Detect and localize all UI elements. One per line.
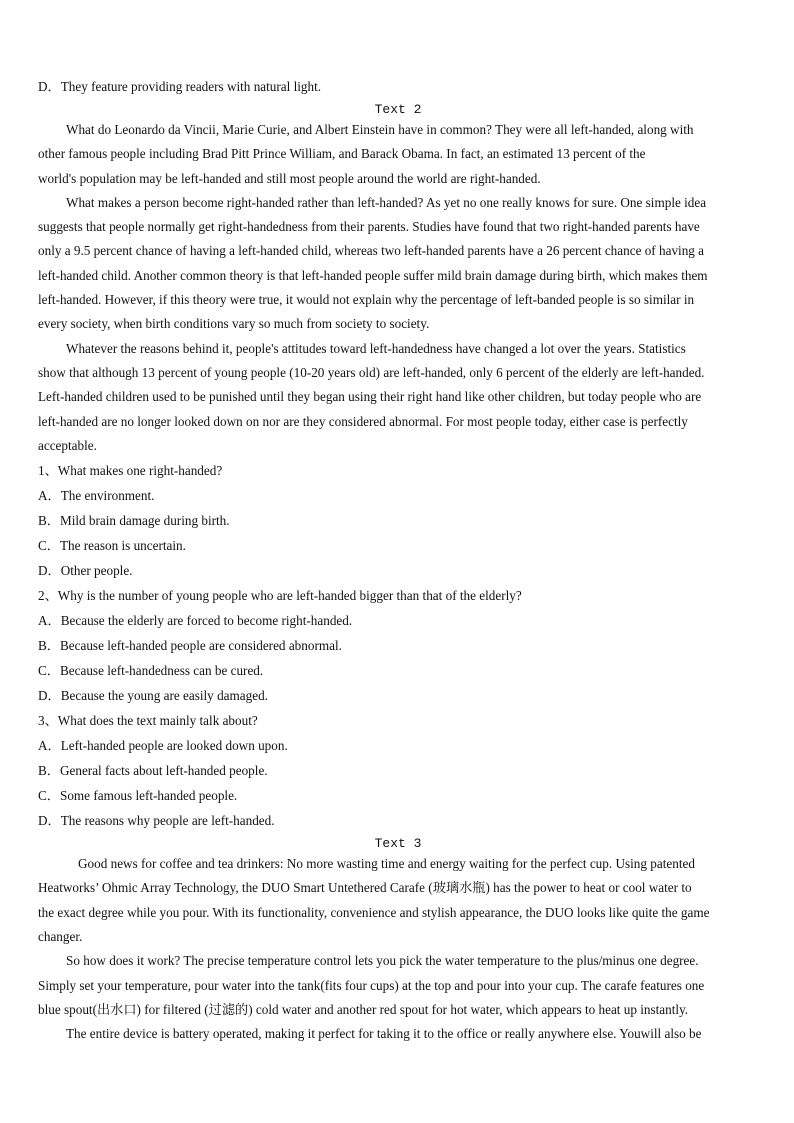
text-line: changer. — [38, 929, 83, 945]
text-line: Simply set your temperature, pour water into the tank(fits four cups) at the top and pour into your cup. The carafe features one — [38, 977, 705, 993]
text-line: left-handed are no longer looked down on nor are they considered abnormal. For most people today, either case is perfectly — [38, 413, 688, 429]
text-line: Heatworks’ Ohmic Array Technology, the DUO Smart Untethered Carafe (玻璃水瓶) has the power to heat or cool water to — [38, 880, 692, 896]
text-line: suggests that people normally get right-handedness from their parents. Studies have found that two right-handed parents have — [38, 219, 700, 235]
text-line: Whatever the reasons behind it, people's attitudes toward left-handedness have changed a lot over the years. Statistics — [66, 340, 686, 356]
text-line: left-handed child. Another common theory is that left-handed people suffer mild brain damage during birth, which makes them — [38, 267, 708, 283]
question-3 — [38, 708, 758, 833]
text-line: Left-handed children used to be punished until they began using their right hand like other children, but today people who are — [38, 389, 702, 405]
text-line: Good news for coffee and tea drinkers: No more wasting time and energy waiting for the perfect cup. Using patented — [78, 856, 695, 872]
question-stem: 3、What does the text mainly talk about? — [38, 713, 258, 729]
text-line: other famous people including Brad Pitt Prince William, and Barack Obama. In fact, an estimated 13 percent of the — [38, 146, 646, 162]
option-c: C．The reason is uncertain. — [38, 538, 186, 554]
text-line: The entire device is battery operated, making it perfect for taking it to the office or really anywhere else. Youwill also be — [66, 1026, 702, 1042]
previous-question-option-d: D．They feature providing readers with natural light. — [38, 79, 322, 94]
option-d: D．Because the young are easily damaged. — [38, 688, 268, 704]
text-line: world's population may be left-handed and still most people around the world are right-handed. — [38, 170, 541, 186]
option-b: B．Mild brain damage during birth. — [38, 513, 230, 529]
text3-paragraph-3 — [38, 1022, 758, 1046]
option-d: D．Other people. — [38, 563, 133, 579]
question-1 — [38, 458, 758, 583]
question-2 — [38, 583, 758, 708]
question-stem: 2、Why is the number of young people who are left-handed bigger than that of the elderly? — [38, 588, 522, 604]
option-a: A．Because the elderly are forced to become right-handed. — [38, 613, 353, 629]
text-line: only a 9.5 percent chance of having a left-handed child, whereas two left-handed parents have a 26 percent chance of having a — [38, 243, 705, 259]
text-line: left-handed. However, if this theory were true, it would not explain why the percentage of left-banded people is so similar in — [38, 292, 695, 308]
option-c: C．Some famous left-handed people. — [38, 788, 238, 804]
text-line: the exact degree while you pour. With its functionality, convenience and stylish appearance, the DUO looks like quite the game — [38, 904, 710, 920]
text2-paragraph-3 — [38, 337, 758, 458]
option-a: A．Left-handed people are looked down upon. — [38, 738, 288, 754]
text-line: What makes a person become right-handed rather than left-handed? As yet no one really knows for sure. One simple idea — [66, 194, 707, 210]
option-a: A．The environment. — [38, 488, 155, 504]
text2-heading: Text 2 — [374, 102, 422, 117]
text2-paragraph-1 — [38, 118, 758, 191]
text-line: blue spout(出水口) for filtered (过滤的) cold water and another red spout for hot water, which appears to heat up instantly. — [38, 1001, 689, 1017]
text-line: every society, when birth conditions vary so much from society to society. — [38, 316, 430, 332]
option-b: B．General facts about left-handed people. — [38, 763, 268, 779]
text2-paragraph-2 — [38, 191, 758, 337]
option-b: B．Because left-handed people are considered abnormal. — [38, 638, 342, 654]
text-line: So how does it work? The precise temperature control lets you pick the water temperature to the plus/minus one degree. — [66, 953, 699, 969]
text3-paragraph-2 — [38, 949, 758, 1022]
text-line: acceptable. — [38, 437, 97, 453]
option-c: C．Because left-handedness can be cured. — [38, 663, 264, 679]
document-page — [38, 74, 758, 1047]
text3-heading: Text 3 — [374, 836, 422, 852]
text-line: What do Leonardo da Vincii, Marie Curie, and Albert Einstein have in common? They were all left-handed, along with — [66, 122, 694, 137]
question-stem: 1、What makes one right-handed? — [38, 463, 223, 479]
text3-paragraph-1 — [38, 852, 758, 949]
option-d: D．The reasons why people are left-handed. — [38, 813, 275, 829]
text-line: show that although 13 percent of young people (10-20 years old) are left-handed, only 6 percent of the elderly are left-handed. — [38, 364, 705, 380]
